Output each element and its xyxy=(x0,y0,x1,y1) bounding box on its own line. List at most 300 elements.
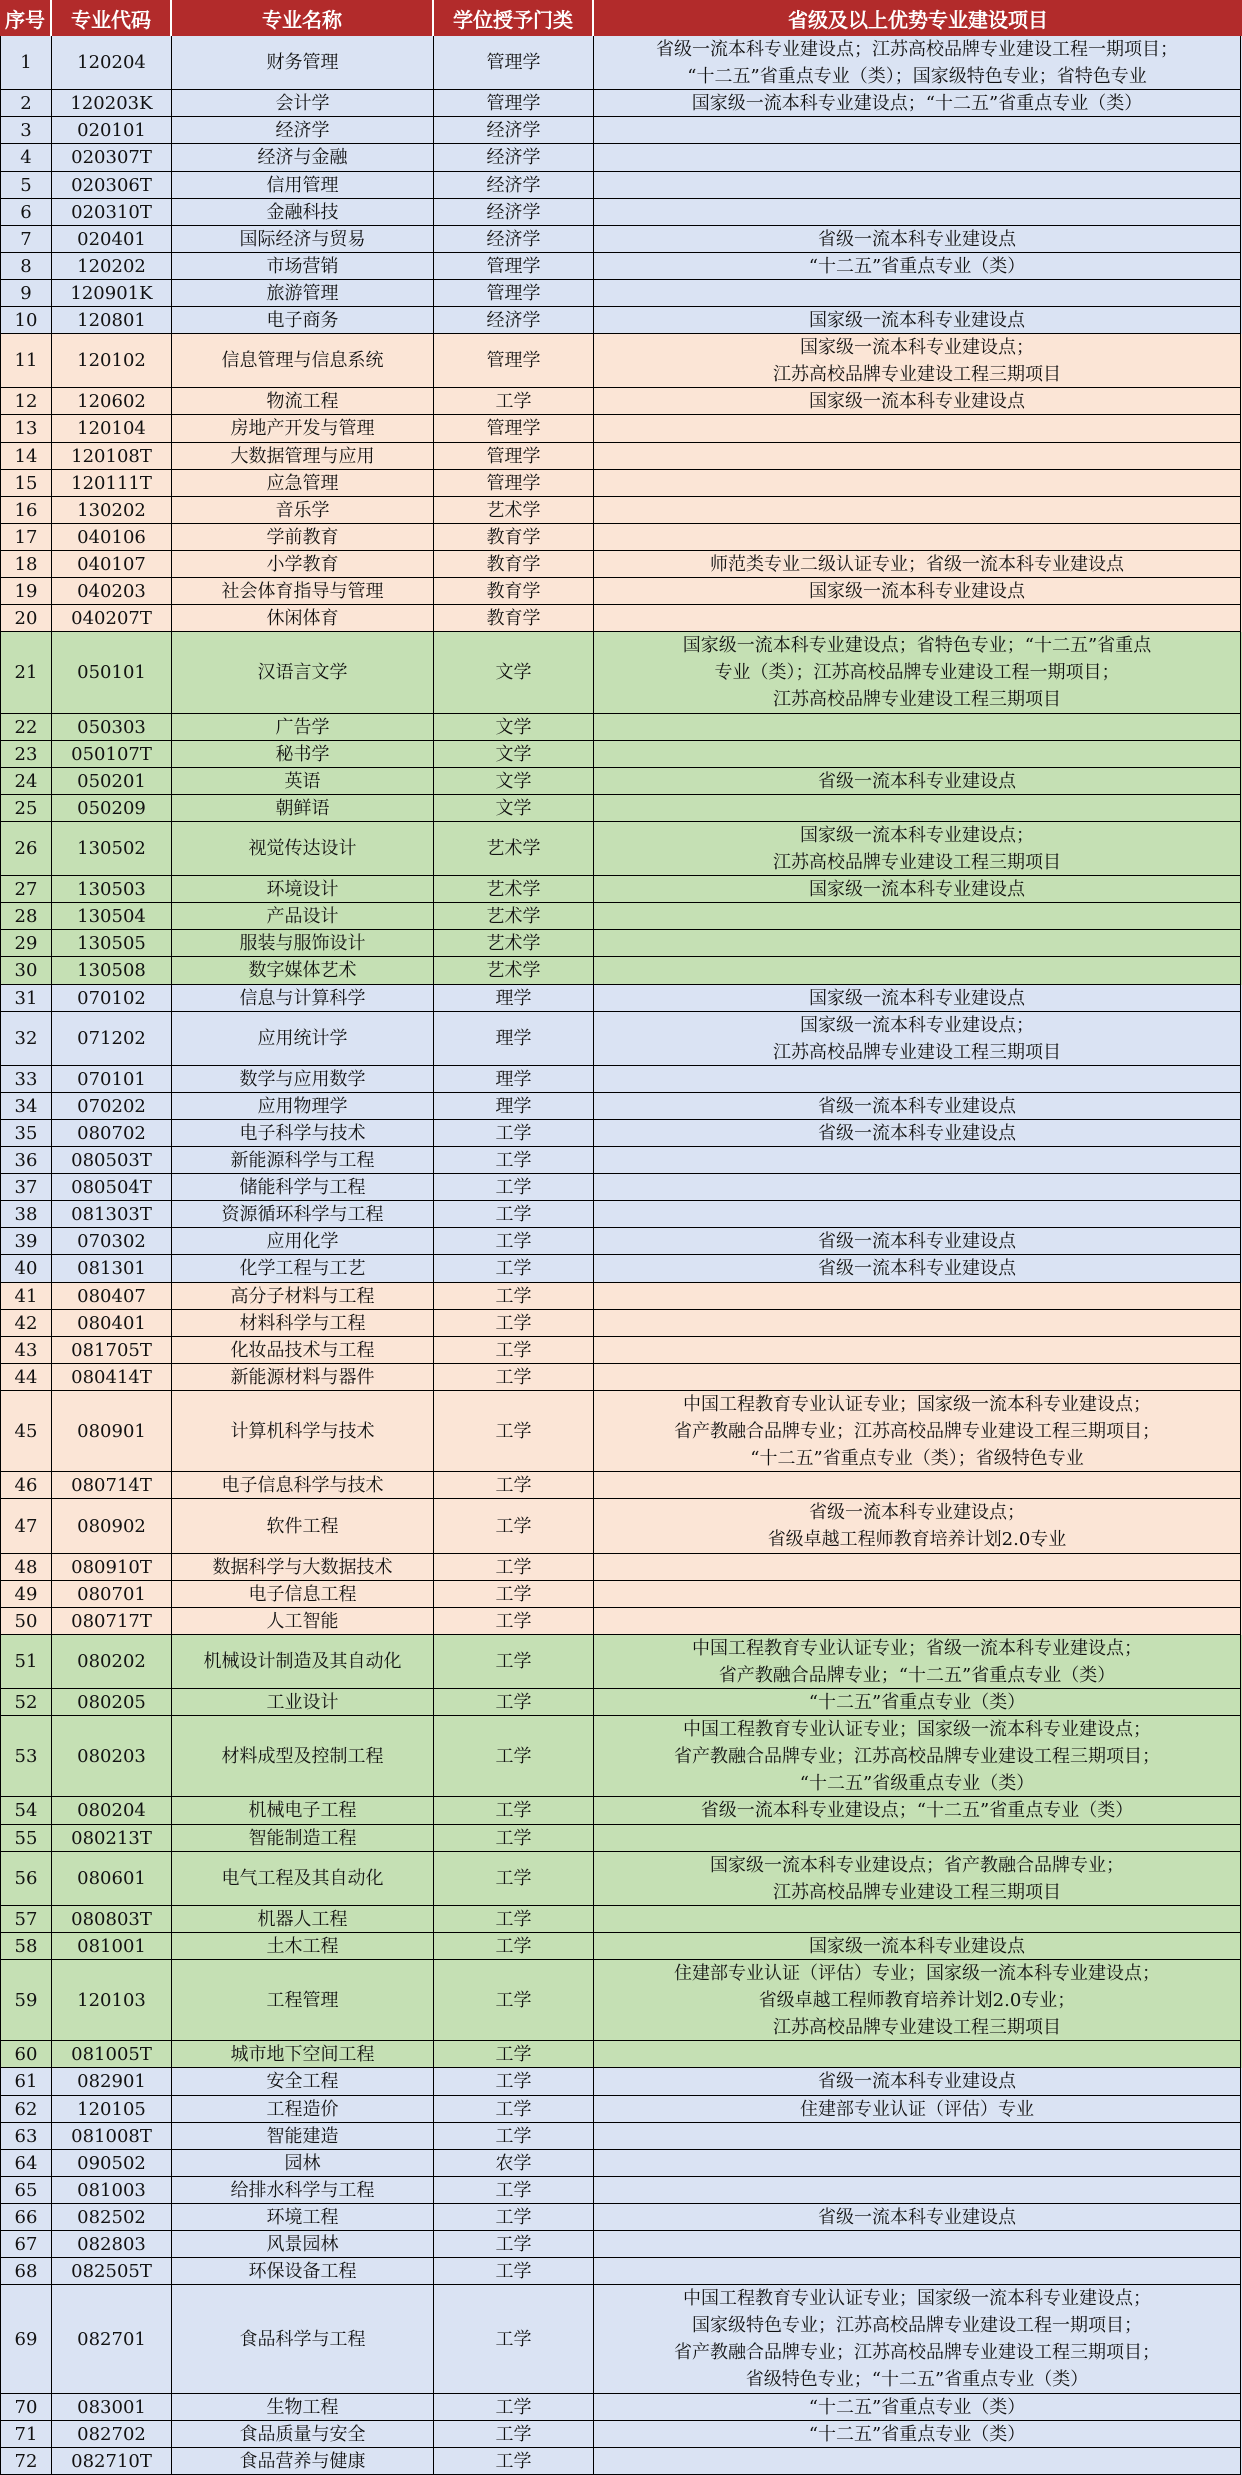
table-row xyxy=(0,90,1242,117)
major-code: 080503T xyxy=(52,1147,172,1174)
degree-category: 工学 xyxy=(434,1960,594,2041)
table-row xyxy=(0,1472,1242,1499)
degree-category: 工学 xyxy=(434,1228,594,1255)
table-row xyxy=(0,876,1242,903)
degree-category: 工学 xyxy=(434,1283,594,1310)
table-row xyxy=(0,930,1242,957)
degree-category: 工学 xyxy=(434,1310,594,1337)
row-number: 65 xyxy=(0,2177,52,2204)
degree-category: 管理学 xyxy=(434,334,594,388)
major-name: 风景园林 xyxy=(172,2231,434,2258)
major-name: 新能源科学与工程 xyxy=(172,1147,434,1174)
major-code: 080204 xyxy=(52,1797,172,1825)
table-row xyxy=(0,2448,1242,2475)
major-code: 120111T xyxy=(52,470,172,497)
advantage-projects xyxy=(594,1554,1241,1581)
major-code: 080701 xyxy=(52,1581,172,1608)
degree-category: 管理学 xyxy=(434,253,594,280)
row-number: 4 xyxy=(0,144,52,172)
row-number: 61 xyxy=(0,2068,52,2096)
major-name: 会计学 xyxy=(172,90,434,117)
row-number: 36 xyxy=(0,1147,52,1174)
advantage-projects xyxy=(594,714,1241,741)
row-number: 24 xyxy=(0,768,52,795)
major-code: 130202 xyxy=(52,497,172,524)
degree-category: 工学 xyxy=(434,1499,594,1554)
advantage-projects xyxy=(594,2231,1241,2258)
row-number: 12 xyxy=(0,388,52,415)
advantage-projects: 国家级一流本科专业建设点 xyxy=(594,578,1241,605)
major-code: 130502 xyxy=(52,822,172,876)
major-code: 081003 xyxy=(52,2177,172,2204)
table-row xyxy=(0,2096,1242,2123)
advantage-projects xyxy=(594,2258,1241,2285)
row-number: 9 xyxy=(0,280,52,307)
degree-category: 文学 xyxy=(434,768,594,795)
table-row xyxy=(0,2421,1242,2448)
major-name: 食品科学与工程 xyxy=(172,2285,434,2394)
row-number: 6 xyxy=(0,199,52,226)
major-code: 080902 xyxy=(52,1499,172,1554)
advantage-projects: 国家级一流本科专业建设点； 江苏高校品牌专业建设工程三期项目 xyxy=(594,822,1241,876)
table-row xyxy=(0,2177,1242,2204)
row-number: 13 xyxy=(0,415,52,443)
advantage-projects: 住建部专业认证（评估）专业；国家级一流本科专业建设点； 省级卓越工程师教育培养计划2.0专业； 江苏高校品牌专业建设工程三期项目 xyxy=(594,1960,1241,2041)
major-name: 朝鲜语 xyxy=(172,795,434,822)
major-name: 汉语言文学 xyxy=(172,632,434,714)
major-name: 服装与服饰设计 xyxy=(172,930,434,957)
major-code: 090502 xyxy=(52,2150,172,2177)
major-code: 082701 xyxy=(52,2285,172,2394)
advantage-projects xyxy=(594,1472,1241,1499)
advantage-projects: 省级一流本科专业建设点 xyxy=(594,1093,1241,1120)
major-name: 秘书学 xyxy=(172,741,434,768)
row-number: 33 xyxy=(0,1066,52,1093)
major-name: 食品质量与安全 xyxy=(172,2421,434,2448)
row-number: 46 xyxy=(0,1472,52,1499)
degree-category: 教育学 xyxy=(434,578,594,605)
degree-category: 工学 xyxy=(434,1472,594,1499)
table-header xyxy=(0,0,1242,36)
table-row xyxy=(0,632,1242,714)
table-row xyxy=(0,605,1242,632)
degree-category: 经济学 xyxy=(434,172,594,199)
major-name: 旅游管理 xyxy=(172,280,434,307)
advantage-projects xyxy=(594,172,1241,199)
major-code: 080504T xyxy=(52,1174,172,1201)
major-code: 040203 xyxy=(52,578,172,605)
row-number: 72 xyxy=(0,2448,52,2475)
major-name: 数据科学与大数据技术 xyxy=(172,1554,434,1581)
table-row xyxy=(0,1716,1242,1797)
table-row xyxy=(0,795,1242,822)
major-code: 120204 xyxy=(52,36,172,90)
degree-category: 工学 xyxy=(434,2394,594,2421)
degree-category: 教育学 xyxy=(434,605,594,632)
degree-category: 文学 xyxy=(434,795,594,822)
advantage-projects xyxy=(594,524,1241,551)
major-code: 120203K xyxy=(52,90,172,117)
major-name: 环境工程 xyxy=(172,2204,434,2231)
degree-category: 艺术学 xyxy=(434,822,594,876)
row-number: 66 xyxy=(0,2204,52,2231)
advantage-projects xyxy=(594,1825,1241,1852)
row-number: 55 xyxy=(0,1825,52,1852)
advantage-projects: “十二五”省重点专业（类） xyxy=(594,2394,1241,2421)
table-row xyxy=(0,524,1242,551)
major-name: 视觉传达设计 xyxy=(172,822,434,876)
degree-category: 管理学 xyxy=(434,90,594,117)
table-row xyxy=(0,1174,1242,1201)
major-code: 080901 xyxy=(52,1391,172,1472)
row-number: 32 xyxy=(0,1012,52,1066)
advantage-projects xyxy=(594,1310,1241,1337)
table-row xyxy=(0,1337,1242,1364)
table-row xyxy=(0,1201,1242,1228)
major-code: 120105 xyxy=(52,2096,172,2123)
major-name: 电子信息科学与技术 xyxy=(172,1472,434,1499)
advantage-projects: “十二五”省重点专业（类） xyxy=(594,253,1241,280)
degree-category: 工学 xyxy=(434,2096,594,2123)
major-code: 050101 xyxy=(52,632,172,714)
major-code: 080407 xyxy=(52,1283,172,1310)
major-name: 休闲体育 xyxy=(172,605,434,632)
table-row xyxy=(0,578,1242,605)
major-name: 电子商务 xyxy=(172,307,434,334)
row-number: 70 xyxy=(0,2394,52,2421)
row-number: 28 xyxy=(0,903,52,930)
row-number: 54 xyxy=(0,1797,52,1825)
header-projects: 省级及以上优势专业建设项目 xyxy=(594,0,1242,36)
advantage-projects xyxy=(594,199,1241,226)
degree-category: 经济学 xyxy=(434,226,594,253)
major-code: 050201 xyxy=(52,768,172,795)
table-row xyxy=(0,1581,1242,1608)
advantage-projects xyxy=(594,1906,1241,1933)
degree-category: 艺术学 xyxy=(434,903,594,930)
major-name: 电气工程及其自动化 xyxy=(172,1852,434,1906)
major-name: 广告学 xyxy=(172,714,434,741)
row-number: 37 xyxy=(0,1174,52,1201)
degree-category: 工学 xyxy=(434,2204,594,2231)
major-code: 080414T xyxy=(52,1364,172,1391)
row-number: 22 xyxy=(0,714,52,741)
table-row xyxy=(0,1933,1242,1960)
major-name: 智能制造工程 xyxy=(172,1825,434,1852)
table-row xyxy=(0,1906,1242,1933)
row-number: 34 xyxy=(0,1093,52,1120)
degree-category: 工学 xyxy=(434,2448,594,2475)
major-code: 020401 xyxy=(52,226,172,253)
major-code: 082710T xyxy=(52,2448,172,2475)
row-number: 17 xyxy=(0,524,52,551)
advantage-projects: 中国工程教育专业认证专业；省级一流本科专业建设点； 省产教融合品牌专业；“十二五”省重点专业（类） xyxy=(594,1635,1241,1689)
major-code: 040107 xyxy=(52,551,172,578)
table-row xyxy=(0,253,1242,280)
major-code: 020306T xyxy=(52,172,172,199)
table-row xyxy=(0,1255,1242,1283)
major-name: 学前教育 xyxy=(172,524,434,551)
row-number: 49 xyxy=(0,1581,52,1608)
table-row xyxy=(0,1364,1242,1391)
advantage-projects xyxy=(594,1364,1241,1391)
table-row xyxy=(0,1012,1242,1066)
table-row xyxy=(0,1554,1242,1581)
major-code: 120108T xyxy=(52,443,172,470)
table-row xyxy=(0,1797,1242,1825)
table-row xyxy=(0,714,1242,741)
major-code: 080205 xyxy=(52,1689,172,1716)
table-row xyxy=(0,768,1242,795)
advantage-projects xyxy=(594,795,1241,822)
advantage-projects: 省级一流本科专业建设点 xyxy=(594,1255,1241,1283)
degree-category: 工学 xyxy=(434,1391,594,1472)
degree-category: 艺术学 xyxy=(434,876,594,903)
major-name: 数字媒体艺术 xyxy=(172,957,434,985)
major-code: 083001 xyxy=(52,2394,172,2421)
advantage-projects xyxy=(594,957,1241,985)
major-code: 080803T xyxy=(52,1906,172,1933)
row-number: 52 xyxy=(0,1689,52,1716)
row-number: 64 xyxy=(0,2150,52,2177)
major-name: 产品设计 xyxy=(172,903,434,930)
advantage-projects: 省级一流本科专业建设点；“十二五”省重点专业（类） xyxy=(594,1797,1241,1825)
major-name: 土木工程 xyxy=(172,1933,434,1960)
major-code: 080401 xyxy=(52,1310,172,1337)
major-code: 081008T xyxy=(52,2123,172,2150)
major-code: 120901K xyxy=(52,280,172,307)
degree-category: 农学 xyxy=(434,2150,594,2177)
table-row xyxy=(0,957,1242,985)
major-name: 音乐学 xyxy=(172,497,434,524)
major-name: 新能源材料与器件 xyxy=(172,1364,434,1391)
major-code: 130503 xyxy=(52,876,172,903)
advantage-projects xyxy=(594,2150,1241,2177)
degree-category: 艺术学 xyxy=(434,957,594,985)
major-name: 物流工程 xyxy=(172,388,434,415)
table-row xyxy=(0,307,1242,334)
advantage-projects xyxy=(594,1283,1241,1310)
degree-category: 工学 xyxy=(434,1716,594,1797)
advantage-projects xyxy=(594,2041,1241,2068)
major-code: 082502 xyxy=(52,2204,172,2231)
table-row xyxy=(0,2231,1242,2258)
degree-category: 艺术学 xyxy=(434,497,594,524)
row-number: 47 xyxy=(0,1499,52,1554)
row-number: 45 xyxy=(0,1391,52,1472)
advantage-projects: 省级一流本科专业建设点 xyxy=(594,1120,1241,1147)
table-row xyxy=(0,470,1242,497)
major-code: 080202 xyxy=(52,1635,172,1689)
row-number: 18 xyxy=(0,551,52,578)
row-number: 25 xyxy=(0,795,52,822)
major-code: 071202 xyxy=(52,1012,172,1066)
advantage-projects: 国家级一流本科专业建设点； 江苏高校品牌专业建设工程三期项目 xyxy=(594,1012,1241,1066)
table-row xyxy=(0,199,1242,226)
major-name: 英语 xyxy=(172,768,434,795)
degree-category: 管理学 xyxy=(434,280,594,307)
degree-category: 文学 xyxy=(434,714,594,741)
table-row xyxy=(0,1120,1242,1147)
degree-category: 工学 xyxy=(434,1906,594,1933)
major-name: 小学教育 xyxy=(172,551,434,578)
degree-category: 工学 xyxy=(434,2258,594,2285)
row-number: 10 xyxy=(0,307,52,334)
major-code: 081005T xyxy=(52,2041,172,2068)
row-number: 1 xyxy=(0,36,52,90)
major-name: 数学与应用数学 xyxy=(172,1066,434,1093)
table-row xyxy=(0,1283,1242,1310)
major-name: 材料成型及控制工程 xyxy=(172,1716,434,1797)
degree-category: 工学 xyxy=(434,1364,594,1391)
row-number: 62 xyxy=(0,2096,52,2123)
advantage-projects: 国家级一流本科专业建设点 xyxy=(594,307,1241,334)
major-code: 120104 xyxy=(52,415,172,443)
major-name: 软件工程 xyxy=(172,1499,434,1554)
advantage-projects xyxy=(594,2177,1241,2204)
row-number: 21 xyxy=(0,632,52,714)
row-number: 51 xyxy=(0,1635,52,1689)
advantage-projects xyxy=(594,1581,1241,1608)
major-name: 机器人工程 xyxy=(172,1906,434,1933)
row-number: 31 xyxy=(0,985,52,1012)
major-code: 080203 xyxy=(52,1716,172,1797)
row-number: 58 xyxy=(0,1933,52,1960)
degree-category: 工学 xyxy=(434,1337,594,1364)
degree-category: 经济学 xyxy=(434,117,594,144)
row-number: 20 xyxy=(0,605,52,632)
row-number: 38 xyxy=(0,1201,52,1228)
degree-category: 工学 xyxy=(434,1174,594,1201)
major-code: 081301 xyxy=(52,1255,172,1283)
major-code: 070302 xyxy=(52,1228,172,1255)
table-row xyxy=(0,1093,1242,1120)
major-name: 财务管理 xyxy=(172,36,434,90)
row-number: 30 xyxy=(0,957,52,985)
major-name: 材料科学与工程 xyxy=(172,1310,434,1337)
row-number: 60 xyxy=(0,2041,52,2068)
major-name: 信用管理 xyxy=(172,172,434,199)
degree-category: 工学 xyxy=(434,1554,594,1581)
advantage-projects: 省级一流本科专业建设点 xyxy=(594,2068,1241,2096)
major-code: 120602 xyxy=(52,388,172,415)
advantage-projects: 国家级一流本科专业建设点 xyxy=(594,388,1241,415)
advantage-projects: 国家级一流本科专业建设点 xyxy=(594,985,1241,1012)
advantage-projects: 国家级一流本科专业建设点；省特色专业；“十二五”省重点 专业（类）；江苏高校品牌专业建设工程一期项目； 江苏高校品牌专业建设工程三期项目 xyxy=(594,632,1241,714)
major-code: 130504 xyxy=(52,903,172,930)
major-name: 给排水科学与工程 xyxy=(172,2177,434,2204)
table-row xyxy=(0,2204,1242,2231)
table-row xyxy=(0,1960,1242,2041)
row-number: 3 xyxy=(0,117,52,144)
major-name: 环保设备工程 xyxy=(172,2258,434,2285)
degree-category: 工学 xyxy=(434,2285,594,2394)
major-code: 130505 xyxy=(52,930,172,957)
degree-category: 工学 xyxy=(434,2177,594,2204)
advantage-projects xyxy=(594,443,1241,470)
header-code: 专业代码 xyxy=(52,0,172,36)
row-number: 48 xyxy=(0,1554,52,1581)
row-number: 15 xyxy=(0,470,52,497)
degree-category: 理学 xyxy=(434,985,594,1012)
major-code: 082702 xyxy=(52,2421,172,2448)
major-name: 储能科学与工程 xyxy=(172,1174,434,1201)
row-number: 41 xyxy=(0,1283,52,1310)
major-name: 计算机科学与技术 xyxy=(172,1391,434,1472)
table-row xyxy=(0,1391,1242,1472)
major-name: 金融科技 xyxy=(172,199,434,226)
degree-category: 管理学 xyxy=(434,415,594,443)
major-name: 市场营销 xyxy=(172,253,434,280)
degree-category: 工学 xyxy=(434,1147,594,1174)
degree-category: 经济学 xyxy=(434,307,594,334)
advantage-projects: “十二五”省重点专业（类） xyxy=(594,2421,1241,2448)
degree-category: 工学 xyxy=(434,2421,594,2448)
table-row xyxy=(0,903,1242,930)
table-row xyxy=(0,443,1242,470)
table-row xyxy=(0,2068,1242,2096)
major-name: 经济与金融 xyxy=(172,144,434,172)
major-name: 电子信息工程 xyxy=(172,1581,434,1608)
table-row xyxy=(0,1066,1242,1093)
table-row xyxy=(0,144,1242,172)
advantage-projects xyxy=(594,930,1241,957)
table-row xyxy=(0,1852,1242,1906)
major-code: 082505T xyxy=(52,2258,172,2285)
degree-category: 经济学 xyxy=(434,144,594,172)
major-name: 资源循环科学与工程 xyxy=(172,1201,434,1228)
advantage-projects xyxy=(594,2123,1241,2150)
table-row xyxy=(0,1499,1242,1554)
advantage-projects xyxy=(594,903,1241,930)
major-name: 工业设计 xyxy=(172,1689,434,1716)
degree-category: 工学 xyxy=(434,388,594,415)
row-number: 44 xyxy=(0,1364,52,1391)
degree-category: 文学 xyxy=(434,632,594,714)
table-row xyxy=(0,415,1242,443)
row-number: 14 xyxy=(0,443,52,470)
major-name: 环境设计 xyxy=(172,876,434,903)
major-code: 040207T xyxy=(52,605,172,632)
major-name: 安全工程 xyxy=(172,2068,434,2096)
major-name: 国际经济与贸易 xyxy=(172,226,434,253)
advantage-projects xyxy=(594,470,1241,497)
major-name: 城市地下空间工程 xyxy=(172,2041,434,2068)
advantage-projects: 国家级一流本科专业建设点 xyxy=(594,876,1241,903)
advantage-projects: 师范类专业二级认证专业；省级一流本科专业建设点 xyxy=(594,551,1241,578)
advantage-projects xyxy=(594,1147,1241,1174)
major-name: 大数据管理与应用 xyxy=(172,443,434,470)
major-name: 信息与计算科学 xyxy=(172,985,434,1012)
degree-category: 文学 xyxy=(434,741,594,768)
row-number: 29 xyxy=(0,930,52,957)
major-code: 070202 xyxy=(52,1093,172,1120)
major-code: 081001 xyxy=(52,1933,172,1960)
degree-category: 工学 xyxy=(434,1933,594,1960)
major-name: 化学工程与工艺 xyxy=(172,1255,434,1283)
advantage-projects xyxy=(594,1066,1241,1093)
major-code: 120801 xyxy=(52,307,172,334)
row-number: 11 xyxy=(0,334,52,388)
major-name: 房地产开发与管理 xyxy=(172,415,434,443)
advantage-projects: 国家级一流本科专业建设点；省产教融合品牌专业； 江苏高校品牌专业建设工程三期项目 xyxy=(594,1852,1241,1906)
major-name: 食品营养与健康 xyxy=(172,2448,434,2475)
table-row xyxy=(0,1608,1242,1635)
table-row xyxy=(0,2150,1242,2177)
table-row xyxy=(0,2123,1242,2150)
major-code: 082803 xyxy=(52,2231,172,2258)
header-no: 序号 xyxy=(0,0,52,36)
